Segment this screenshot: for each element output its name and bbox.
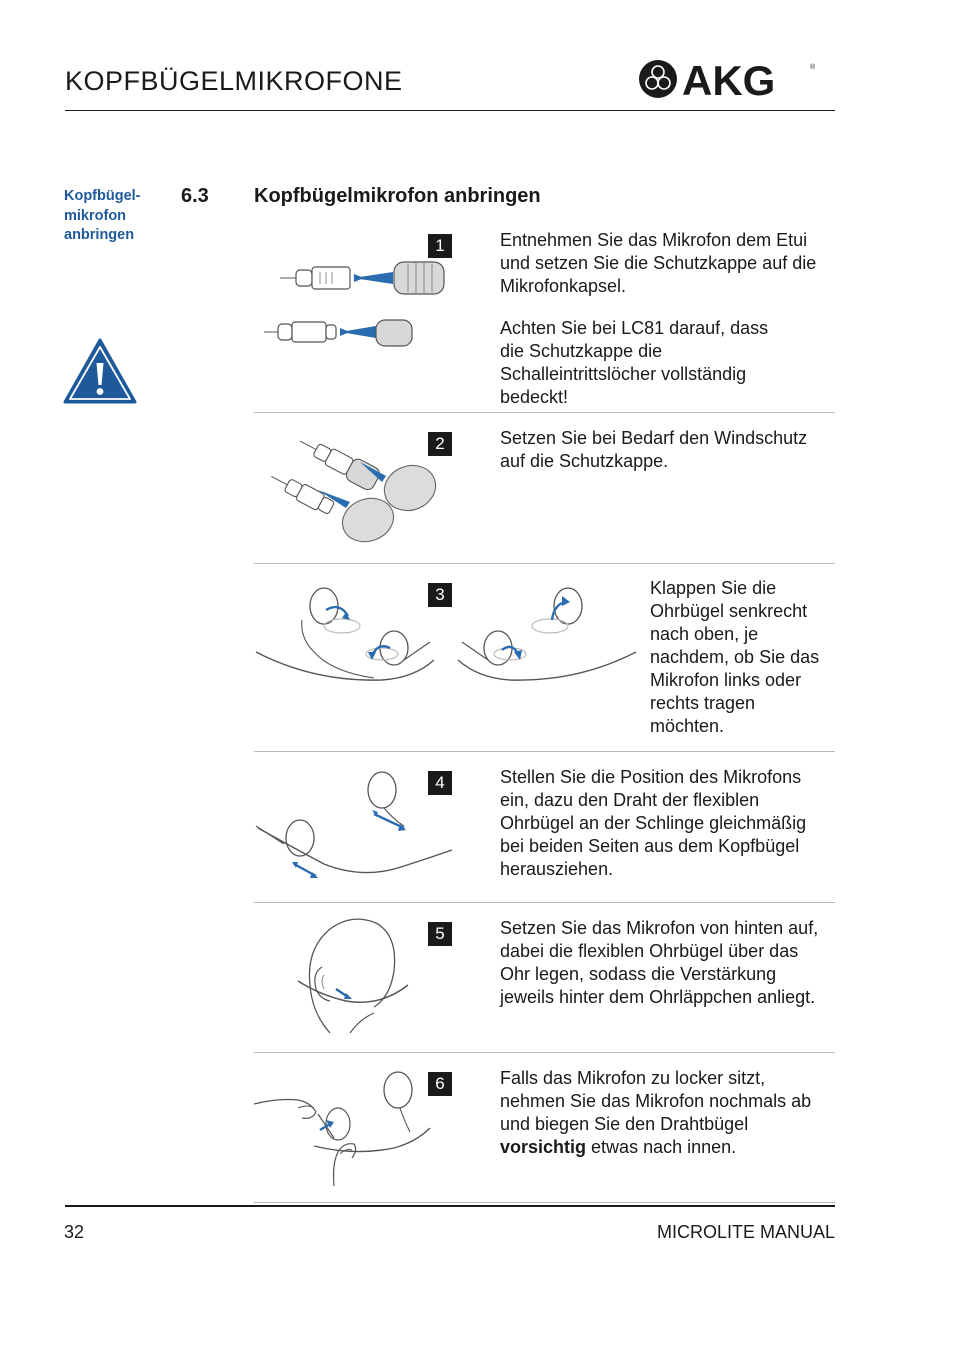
step-separator — [254, 751, 835, 752]
akg-logo — [638, 57, 818, 101]
step-number-badge: 4 — [428, 771, 452, 795]
sidebar-label-line: Kopfbügel- — [64, 188, 141, 204]
step-separator — [254, 412, 835, 413]
logo-text: AKG — [682, 57, 776, 101]
step-number-badge: 1 — [428, 234, 452, 258]
illustration-step-5 — [290, 915, 420, 1040]
section-number: 6.3 — [181, 185, 209, 207]
step-6-text — [500, 1067, 820, 1159]
step-number-badge: 6 — [428, 1072, 452, 1096]
illustration-step-1 — [258, 250, 458, 360]
footer-manual-title: MICROLITE MANUAL — [656, 1222, 835, 1242]
section-title: Kopfbügelmikrofon anbringen — [254, 185, 541, 207]
step-separator — [254, 1052, 835, 1053]
illustration-step-2 — [262, 424, 452, 549]
sidebar-label — [64, 187, 164, 246]
page-title: KOPFBÜGELMIKROFONE — [65, 66, 403, 96]
header-rule — [65, 110, 835, 111]
page-number: 32 — [64, 1222, 85, 1242]
step-1-text: Entnehmen Sie das Mikrofon dem Etui und setzen Sie die Schutzkappe auf die Mikrofonkapsel. — [500, 230, 817, 296]
sidebar-label-line: anbringen — [64, 227, 135, 243]
step-separator — [254, 902, 835, 903]
illustration-step-4 — [254, 768, 454, 883]
step-separator — [254, 1202, 835, 1203]
footer-rule — [65, 1205, 835, 1207]
step-number-badge: 3 — [428, 583, 452, 607]
step-6-text-after: etwas nach innen. — [591, 1137, 737, 1157]
sidebar-label-line: mikrofon — [64, 207, 127, 224]
step-2-text: Setzen Sie bei Bedarf den Windschutz auf die Schutzkappe. — [500, 428, 808, 471]
illustration-step-6 — [254, 1068, 434, 1188]
step-1-note: Achten Sie bei LC81 darauf, dass die Schutzkappe die Schalleintrittslöcher vollständig bedeckt! — [500, 318, 769, 407]
step-5-text: Setzen Sie das Mikrofon von hinten auf, dabei die flexiblen Ohrbügel über das Ohr legen, sodass die Verstärkung jeweils hinter dem Ohrläppchen anliegt. — [500, 918, 819, 1007]
warning-triangle-icon — [62, 337, 138, 405]
registered-mark: ® — [810, 64, 816, 71]
step-number-badge: 5 — [428, 922, 452, 946]
step-3-text: Klappen Sie die Ohrbügel senkrecht nach oben, je nachdem, ob Sie das Mikrofon links oder rechts tragen möchten. — [650, 578, 820, 736]
step-separator — [254, 563, 835, 564]
step-6-text-bold: vorsichtig — [500, 1137, 587, 1157]
step-4-text: Stellen Sie die Position des Mikrofons ein, dazu den Draht der flexiblen Ohrbügel an der Schlinge gleichmäßig bei beiden Seiten aus dem Kopfbügel herausziehen. — [500, 767, 807, 879]
step-6-text-before: Falls das Mikrofon zu locker sitzt, nehmen Sie das Mikrofon nochmals ab und biegen Sie den Drahtbügel — [500, 1068, 812, 1134]
step-number-badge: 2 — [428, 432, 452, 456]
